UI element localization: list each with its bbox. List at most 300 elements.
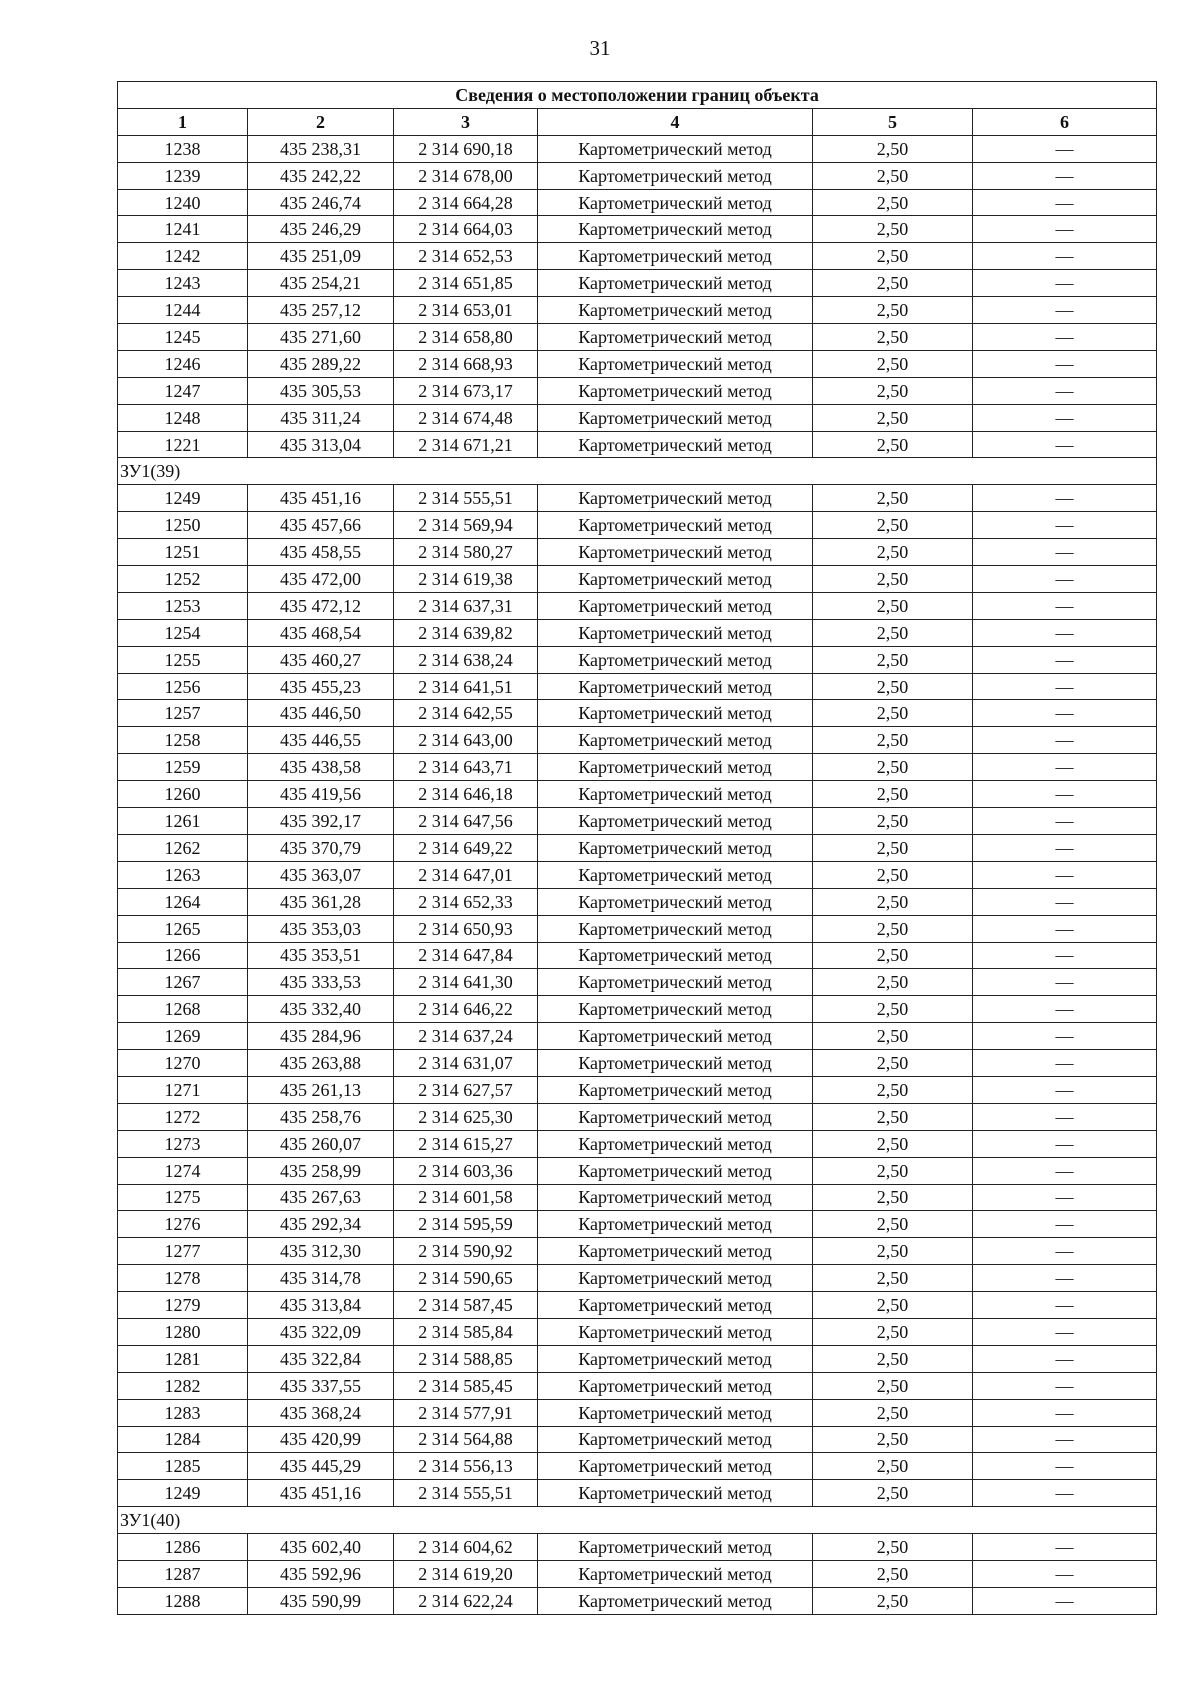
method-cell: Картометрический метод xyxy=(538,377,813,404)
y-coordinate-cell: 2 314 619,38 xyxy=(394,566,538,593)
column-header: 3 xyxy=(394,108,538,135)
method-cell: Картометрический метод xyxy=(538,1534,813,1561)
boundary-table xyxy=(117,81,1157,1615)
table-row xyxy=(118,350,1157,377)
group-row xyxy=(118,458,1157,485)
y-coordinate-cell: 2 314 555,51 xyxy=(394,485,538,512)
description-cell: — xyxy=(973,566,1157,593)
x-coordinate-cell: 435 263,88 xyxy=(248,1050,394,1077)
table-row xyxy=(118,834,1157,861)
accuracy-cell: 2,50 xyxy=(813,915,973,942)
description-cell: — xyxy=(973,216,1157,243)
y-coordinate-cell: 2 314 627,57 xyxy=(394,1076,538,1103)
y-coordinate-cell: 2 314 639,82 xyxy=(394,619,538,646)
x-coordinate-cell: 435 261,13 xyxy=(248,1076,394,1103)
point-number-cell: 1274 xyxy=(118,1157,248,1184)
x-coordinate-cell: 435 353,03 xyxy=(248,915,394,942)
point-number-cell: 1249 xyxy=(118,1480,248,1507)
x-coordinate-cell: 435 592,96 xyxy=(248,1560,394,1587)
table-row xyxy=(118,1560,1157,1587)
description-cell: — xyxy=(973,996,1157,1023)
x-coordinate-cell: 435 472,12 xyxy=(248,592,394,619)
description-cell: — xyxy=(973,1292,1157,1319)
x-coordinate-cell: 435 254,21 xyxy=(248,270,394,297)
accuracy-cell: 2,50 xyxy=(813,1453,973,1480)
column-header: 2 xyxy=(248,108,394,135)
method-cell: Картометрический метод xyxy=(538,270,813,297)
method-cell: Картометрический метод xyxy=(538,1076,813,1103)
description-cell: — xyxy=(973,1130,1157,1157)
point-number-cell: 1284 xyxy=(118,1426,248,1453)
method-cell: Картометрический метод xyxy=(538,1023,813,1050)
description-cell: — xyxy=(973,1023,1157,1050)
accuracy-cell: 2,50 xyxy=(813,834,973,861)
description-cell: — xyxy=(973,1238,1157,1265)
method-cell: Картометрический метод xyxy=(538,673,813,700)
table-row xyxy=(118,485,1157,512)
method-cell: Картометрический метод xyxy=(538,888,813,915)
description-cell: — xyxy=(973,646,1157,673)
x-coordinate-cell: 435 602,40 xyxy=(248,1534,394,1561)
accuracy-cell: 2,50 xyxy=(813,431,973,458)
description-cell: — xyxy=(973,162,1157,189)
table-row xyxy=(118,1426,1157,1453)
y-coordinate-cell: 2 314 585,45 xyxy=(394,1372,538,1399)
x-coordinate-cell: 435 314,78 xyxy=(248,1265,394,1292)
y-coordinate-cell: 2 314 646,22 xyxy=(394,996,538,1023)
method-cell: Картометрический метод xyxy=(538,1265,813,1292)
description-cell: — xyxy=(973,673,1157,700)
y-coordinate-cell: 2 314 603,36 xyxy=(394,1157,538,1184)
y-coordinate-cell: 2 314 588,85 xyxy=(394,1345,538,1372)
method-cell: Картометрический метод xyxy=(538,1453,813,1480)
y-coordinate-cell: 2 314 671,21 xyxy=(394,431,538,458)
x-coordinate-cell: 435 472,00 xyxy=(248,566,394,593)
table-row xyxy=(118,673,1157,700)
y-coordinate-cell: 2 314 601,58 xyxy=(394,1184,538,1211)
x-coordinate-cell: 435 313,84 xyxy=(248,1292,394,1319)
point-number-cell: 1260 xyxy=(118,781,248,808)
x-coordinate-cell: 435 292,34 xyxy=(248,1211,394,1238)
point-number-cell: 1253 xyxy=(118,592,248,619)
y-coordinate-cell: 2 314 673,17 xyxy=(394,377,538,404)
accuracy-cell: 2,50 xyxy=(813,1076,973,1103)
description-cell: — xyxy=(973,1480,1157,1507)
method-cell: Картометрический метод xyxy=(538,969,813,996)
x-coordinate-cell: 435 242,22 xyxy=(248,162,394,189)
method-cell: Картометрический метод xyxy=(538,1050,813,1077)
method-cell: Картометрический метод xyxy=(538,135,813,162)
accuracy-cell: 2,50 xyxy=(813,969,973,996)
description-cell: — xyxy=(973,404,1157,431)
y-coordinate-cell: 2 314 625,30 xyxy=(394,1103,538,1130)
description-cell: — xyxy=(973,1560,1157,1587)
point-number-cell: 1263 xyxy=(118,861,248,888)
point-number-cell: 1266 xyxy=(118,942,248,969)
table-row xyxy=(118,270,1157,297)
accuracy-cell: 2,50 xyxy=(813,592,973,619)
accuracy-cell: 2,50 xyxy=(813,189,973,216)
y-coordinate-cell: 2 314 556,13 xyxy=(394,1453,538,1480)
page-number: 31 xyxy=(589,36,611,60)
description-cell: — xyxy=(973,834,1157,861)
description-cell: — xyxy=(973,1534,1157,1561)
accuracy-cell: 2,50 xyxy=(813,566,973,593)
method-cell: Картометрический метод xyxy=(538,162,813,189)
table-row xyxy=(118,888,1157,915)
table-row xyxy=(118,1318,1157,1345)
accuracy-cell: 2,50 xyxy=(813,270,973,297)
method-cell: Картометрический метод xyxy=(538,808,813,835)
table-row xyxy=(118,377,1157,404)
x-coordinate-cell: 435 445,29 xyxy=(248,1453,394,1480)
point-number-cell: 1258 xyxy=(118,727,248,754)
method-cell: Картометрический метод xyxy=(538,727,813,754)
description-cell: — xyxy=(973,915,1157,942)
y-coordinate-cell: 2 314 658,80 xyxy=(394,324,538,351)
method-cell: Картометрический метод xyxy=(538,566,813,593)
table-row xyxy=(118,1130,1157,1157)
x-coordinate-cell: 435 258,99 xyxy=(248,1157,394,1184)
description-cell: — xyxy=(973,1426,1157,1453)
table-row xyxy=(118,969,1157,996)
x-coordinate-cell: 435 460,27 xyxy=(248,646,394,673)
table-title: Сведения о местоположении границ объекта xyxy=(118,82,1157,109)
point-number-cell: 1283 xyxy=(118,1399,248,1426)
x-coordinate-cell: 435 260,07 xyxy=(248,1130,394,1157)
y-coordinate-cell: 2 314 637,31 xyxy=(394,592,538,619)
method-cell: Картометрический метод xyxy=(538,1372,813,1399)
y-coordinate-cell: 2 314 641,51 xyxy=(394,673,538,700)
y-coordinate-cell: 2 314 674,48 xyxy=(394,404,538,431)
point-number-cell: 1286 xyxy=(118,1534,248,1561)
description-cell: — xyxy=(973,1157,1157,1184)
accuracy-cell: 2,50 xyxy=(813,1050,973,1077)
table-row xyxy=(118,1184,1157,1211)
accuracy-cell: 2,50 xyxy=(813,700,973,727)
x-coordinate-cell: 435 451,16 xyxy=(248,485,394,512)
x-coordinate-cell: 435 289,22 xyxy=(248,350,394,377)
accuracy-cell: 2,50 xyxy=(813,135,973,162)
method-cell: Картометрический метод xyxy=(538,1345,813,1372)
x-coordinate-cell: 435 305,53 xyxy=(248,377,394,404)
accuracy-cell: 2,50 xyxy=(813,808,973,835)
accuracy-cell: 2,50 xyxy=(813,404,973,431)
point-number-cell: 1272 xyxy=(118,1103,248,1130)
x-coordinate-cell: 435 267,63 xyxy=(248,1184,394,1211)
x-coordinate-cell: 435 368,24 xyxy=(248,1399,394,1426)
accuracy-cell: 2,50 xyxy=(813,324,973,351)
group-label: ЗУ1(40) xyxy=(118,1507,1157,1534)
accuracy-cell: 2,50 xyxy=(813,727,973,754)
method-cell: Картометрический метод xyxy=(538,324,813,351)
x-coordinate-cell: 435 446,50 xyxy=(248,700,394,727)
point-number-cell: 1256 xyxy=(118,673,248,700)
description-cell: — xyxy=(973,350,1157,377)
point-number-cell: 1238 xyxy=(118,135,248,162)
description-cell: — xyxy=(973,1372,1157,1399)
method-cell: Картометрический метод xyxy=(538,861,813,888)
y-coordinate-cell: 2 314 664,28 xyxy=(394,189,538,216)
point-number-cell: 1265 xyxy=(118,915,248,942)
accuracy-cell: 2,50 xyxy=(813,619,973,646)
y-coordinate-cell: 2 314 652,53 xyxy=(394,243,538,270)
point-number-cell: 1273 xyxy=(118,1130,248,1157)
x-coordinate-cell: 435 392,17 xyxy=(248,808,394,835)
accuracy-cell: 2,50 xyxy=(813,350,973,377)
method-cell: Картометрический метод xyxy=(538,700,813,727)
point-number-cell: 1259 xyxy=(118,754,248,781)
method-cell: Картометрический метод xyxy=(538,915,813,942)
accuracy-cell: 2,50 xyxy=(813,243,973,270)
accuracy-cell: 2,50 xyxy=(813,942,973,969)
table-row xyxy=(118,592,1157,619)
method-cell: Картометрический метод xyxy=(538,189,813,216)
description-cell: — xyxy=(973,969,1157,996)
method-cell: Картометрический метод xyxy=(538,996,813,1023)
accuracy-cell: 2,50 xyxy=(813,1480,973,1507)
accuracy-cell: 2,50 xyxy=(813,1023,973,1050)
point-number-cell: 1276 xyxy=(118,1211,248,1238)
method-cell: Картометрический метод xyxy=(538,1157,813,1184)
description-cell: — xyxy=(973,297,1157,324)
point-number-cell: 1269 xyxy=(118,1023,248,1050)
x-coordinate-cell: 435 458,55 xyxy=(248,539,394,566)
accuracy-cell: 2,50 xyxy=(813,646,973,673)
x-coordinate-cell: 435 238,31 xyxy=(248,135,394,162)
x-coordinate-cell: 435 312,30 xyxy=(248,1238,394,1265)
x-coordinate-cell: 435 271,60 xyxy=(248,324,394,351)
point-number-cell: 1245 xyxy=(118,324,248,351)
method-cell: Картометрический метод xyxy=(538,1292,813,1319)
description-cell: — xyxy=(973,942,1157,969)
point-number-cell: 1255 xyxy=(118,646,248,673)
y-coordinate-cell: 2 314 642,55 xyxy=(394,700,538,727)
point-number-cell: 1280 xyxy=(118,1318,248,1345)
table-row xyxy=(118,324,1157,351)
table-row xyxy=(118,861,1157,888)
y-coordinate-cell: 2 314 555,51 xyxy=(394,1480,538,1507)
accuracy-cell: 2,50 xyxy=(813,1399,973,1426)
accuracy-cell: 2,50 xyxy=(813,1184,973,1211)
accuracy-cell: 2,50 xyxy=(813,1534,973,1561)
accuracy-cell: 2,50 xyxy=(813,861,973,888)
x-coordinate-cell: 435 363,07 xyxy=(248,861,394,888)
point-number-cell: 1247 xyxy=(118,377,248,404)
point-number-cell: 1264 xyxy=(118,888,248,915)
description-cell: — xyxy=(973,700,1157,727)
accuracy-cell: 2,50 xyxy=(813,888,973,915)
y-coordinate-cell: 2 314 647,56 xyxy=(394,808,538,835)
x-coordinate-cell: 435 361,28 xyxy=(248,888,394,915)
accuracy-cell: 2,50 xyxy=(813,1103,973,1130)
method-cell: Картометрический метод xyxy=(538,216,813,243)
method-cell: Картометрический метод xyxy=(538,754,813,781)
x-coordinate-cell: 435 313,04 xyxy=(248,431,394,458)
accuracy-cell: 2,50 xyxy=(813,512,973,539)
description-cell: — xyxy=(973,1050,1157,1077)
description-cell: — xyxy=(973,1399,1157,1426)
description-cell: — xyxy=(973,619,1157,646)
method-cell: Картометрический метод xyxy=(538,1560,813,1587)
x-coordinate-cell: 435 322,09 xyxy=(248,1318,394,1345)
accuracy-cell: 2,50 xyxy=(813,1157,973,1184)
table-row xyxy=(118,808,1157,835)
point-number-cell: 1250 xyxy=(118,512,248,539)
description-cell: — xyxy=(973,243,1157,270)
table-row xyxy=(118,1453,1157,1480)
y-coordinate-cell: 2 314 577,91 xyxy=(394,1399,538,1426)
table-row xyxy=(118,1076,1157,1103)
description-cell: — xyxy=(973,861,1157,888)
point-number-cell: 1275 xyxy=(118,1184,248,1211)
table-row xyxy=(118,942,1157,969)
table-row xyxy=(118,1534,1157,1561)
method-cell: Картометрический метод xyxy=(538,1211,813,1238)
y-coordinate-cell: 2 314 653,01 xyxy=(394,297,538,324)
table-row xyxy=(118,189,1157,216)
point-number-cell: 1281 xyxy=(118,1345,248,1372)
accuracy-cell: 2,50 xyxy=(813,1560,973,1587)
description-cell: — xyxy=(973,1587,1157,1614)
x-coordinate-cell: 435 284,96 xyxy=(248,1023,394,1050)
x-coordinate-cell: 435 420,99 xyxy=(248,1426,394,1453)
point-number-cell: 1288 xyxy=(118,1587,248,1614)
description-cell: — xyxy=(973,808,1157,835)
table-row xyxy=(118,646,1157,673)
method-cell: Картометрический метод xyxy=(538,619,813,646)
description-cell: — xyxy=(973,1103,1157,1130)
x-coordinate-cell: 435 438,58 xyxy=(248,754,394,781)
x-coordinate-cell: 435 258,76 xyxy=(248,1103,394,1130)
x-coordinate-cell: 435 451,16 xyxy=(248,1480,394,1507)
y-coordinate-cell: 2 314 664,03 xyxy=(394,216,538,243)
column-header-row xyxy=(118,108,1157,135)
point-number-cell: 1221 xyxy=(118,431,248,458)
point-number-cell: 1287 xyxy=(118,1560,248,1587)
point-number-cell: 1267 xyxy=(118,969,248,996)
y-coordinate-cell: 2 314 564,88 xyxy=(394,1426,538,1453)
accuracy-cell: 2,50 xyxy=(813,539,973,566)
point-number-cell: 1241 xyxy=(118,216,248,243)
description-cell: — xyxy=(973,1345,1157,1372)
y-coordinate-cell: 2 314 643,71 xyxy=(394,754,538,781)
table-body xyxy=(118,135,1157,1614)
accuracy-cell: 2,50 xyxy=(813,1292,973,1319)
x-coordinate-cell: 435 590,99 xyxy=(248,1587,394,1614)
table-row xyxy=(118,162,1157,189)
table-row xyxy=(118,1103,1157,1130)
description-cell: — xyxy=(973,1453,1157,1480)
description-cell: — xyxy=(973,1265,1157,1292)
method-cell: Картометрический метод xyxy=(538,1587,813,1614)
y-coordinate-cell: 2 314 651,85 xyxy=(394,270,538,297)
method-cell: Картометрический метод xyxy=(538,1184,813,1211)
table-row xyxy=(118,700,1157,727)
description-cell: — xyxy=(973,1076,1157,1103)
description-cell: — xyxy=(973,377,1157,404)
point-number-cell: 1277 xyxy=(118,1238,248,1265)
group-label: ЗУ1(39) xyxy=(118,458,1157,485)
x-coordinate-cell: 435 419,56 xyxy=(248,781,394,808)
description-cell: — xyxy=(973,888,1157,915)
description-cell: — xyxy=(973,539,1157,566)
table-row xyxy=(118,1050,1157,1077)
x-coordinate-cell: 435 322,84 xyxy=(248,1345,394,1372)
table-row xyxy=(118,619,1157,646)
y-coordinate-cell: 2 314 595,59 xyxy=(394,1211,538,1238)
table-row xyxy=(118,297,1157,324)
accuracy-cell: 2,50 xyxy=(813,485,973,512)
x-coordinate-cell: 435 251,09 xyxy=(248,243,394,270)
method-cell: Картометрический метод xyxy=(538,350,813,377)
x-coordinate-cell: 435 332,40 xyxy=(248,996,394,1023)
point-number-cell: 1268 xyxy=(118,996,248,1023)
point-number-cell: 1252 xyxy=(118,566,248,593)
x-coordinate-cell: 435 337,55 xyxy=(248,1372,394,1399)
column-header: 6 xyxy=(973,108,1157,135)
description-cell: — xyxy=(973,189,1157,216)
description-cell: — xyxy=(973,1211,1157,1238)
accuracy-cell: 2,50 xyxy=(813,1211,973,1238)
point-number-cell: 1244 xyxy=(118,297,248,324)
y-coordinate-cell: 2 314 604,62 xyxy=(394,1534,538,1561)
point-number-cell: 1278 xyxy=(118,1265,248,1292)
y-coordinate-cell: 2 314 569,94 xyxy=(394,512,538,539)
description-cell: — xyxy=(973,135,1157,162)
y-coordinate-cell: 2 314 590,65 xyxy=(394,1265,538,1292)
table-row xyxy=(118,996,1157,1023)
y-coordinate-cell: 2 314 678,00 xyxy=(394,162,538,189)
y-coordinate-cell: 2 314 690,18 xyxy=(394,135,538,162)
point-number-cell: 1248 xyxy=(118,404,248,431)
method-cell: Картометрический метод xyxy=(538,834,813,861)
description-cell: — xyxy=(973,1318,1157,1345)
accuracy-cell: 2,50 xyxy=(813,1587,973,1614)
x-coordinate-cell: 435 246,74 xyxy=(248,189,394,216)
method-cell: Картометрический метод xyxy=(538,1103,813,1130)
y-coordinate-cell: 2 314 641,30 xyxy=(394,969,538,996)
table-row xyxy=(118,1345,1157,1372)
table-row xyxy=(118,1238,1157,1265)
point-number-cell: 1242 xyxy=(118,243,248,270)
accuracy-cell: 2,50 xyxy=(813,1130,973,1157)
table-row xyxy=(118,404,1157,431)
point-number-cell: 1271 xyxy=(118,1076,248,1103)
x-coordinate-cell: 435 333,53 xyxy=(248,969,394,996)
method-cell: Картометрический метод xyxy=(538,781,813,808)
description-cell: — xyxy=(973,324,1157,351)
y-coordinate-cell: 2 314 647,01 xyxy=(394,861,538,888)
y-coordinate-cell: 2 314 619,20 xyxy=(394,1560,538,1587)
table-row xyxy=(118,781,1157,808)
method-cell: Картометрический метод xyxy=(538,297,813,324)
method-cell: Картометрический метод xyxy=(538,404,813,431)
x-coordinate-cell: 435 311,24 xyxy=(248,404,394,431)
point-number-cell: 1285 xyxy=(118,1453,248,1480)
table-row xyxy=(118,1587,1157,1614)
x-coordinate-cell: 435 455,23 xyxy=(248,673,394,700)
y-coordinate-cell: 2 314 631,07 xyxy=(394,1050,538,1077)
description-cell: — xyxy=(973,592,1157,619)
point-number-cell: 1262 xyxy=(118,834,248,861)
point-number-cell: 1279 xyxy=(118,1292,248,1319)
method-cell: Картометрический метод xyxy=(538,512,813,539)
x-coordinate-cell: 435 370,79 xyxy=(248,834,394,861)
method-cell: Картометрический метод xyxy=(538,539,813,566)
x-coordinate-cell: 435 468,54 xyxy=(248,619,394,646)
method-cell: Картометрический метод xyxy=(538,1318,813,1345)
